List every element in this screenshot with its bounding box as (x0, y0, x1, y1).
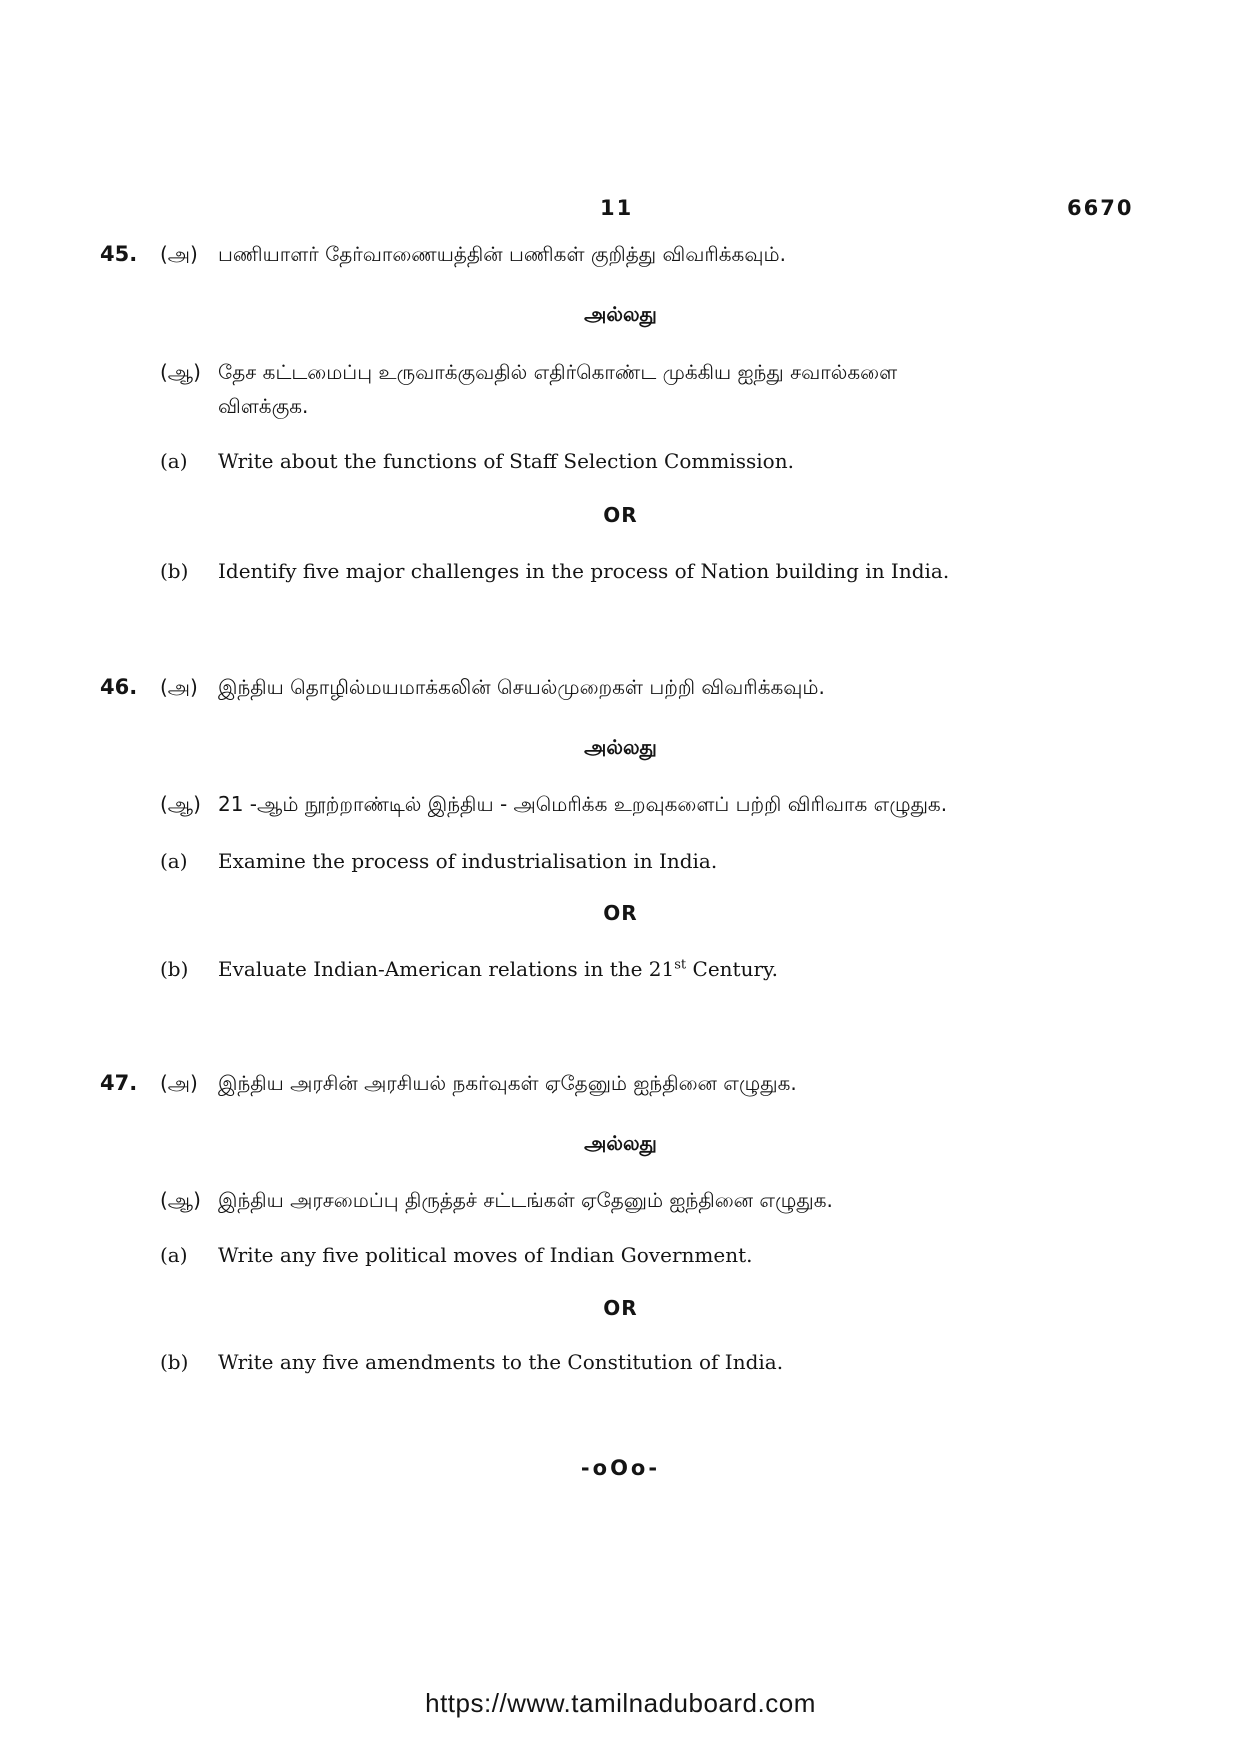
q45-eng-a-text: Write about the functions of Staff Selection Commission. (218, 449, 794, 473)
question-number-45: 45. (100, 242, 138, 266)
q46-eng-a-marker: (a) (160, 849, 188, 873)
q45-tamil-or: அல்லது (584, 302, 657, 326)
paper-code: 6670 (1067, 196, 1134, 220)
q47-eng-a-marker: (a) (160, 1243, 188, 1267)
q45-tamil-b-text-line1: தேச கட்டமைப்பு உருவாக்குவதில் எதிர்கொண்ட முக்கிய ஐந்து சவால்களை (218, 360, 898, 384)
q46-eng-or: OR (603, 901, 638, 925)
footer-url[interactable]: https://www.tamilnaduboard.com (425, 1688, 816, 1718)
page-number: 11 (600, 196, 634, 220)
question-number-47: 47. (100, 1071, 138, 1095)
q45-eng-or: OR (603, 503, 638, 527)
q45-eng-b-text: Identify five major challenges in the process of Nation building in India. (218, 559, 950, 583)
q47-eng-or: OR (603, 1296, 638, 1320)
q46-eng-b-text-sup: st (674, 957, 687, 973)
q47-tamil-a-text: இந்திய அரசின் அரசியல் நகர்வுகள் ஏதேனும் ஐந்தினை எழுதுக. (218, 1071, 797, 1095)
q45-tamil-a-marker: (அ) (160, 242, 198, 266)
q46-tamil-b-marker: (ஆ) (160, 792, 201, 816)
q45-tamil-b-text-line2: விளக்குக. (218, 394, 309, 418)
q46-tamil-b-text: 21 -ஆம் நூற்றாண்டில் இந்திய - அமெரிக்க உறவுகளைப் பற்றி விரிவாக எழுதுக. (218, 792, 948, 816)
q46-tamil-a-text: இந்திய தொழில்மயமாக்கலின் செயல்முறைகள் பற்றி விவரிக்கவும். (218, 675, 825, 699)
q45-tamil-a-text: பணியாளர் தேர்வாணையத்தின் பணிகள் குறித்து விவரிக்கவும். (218, 242, 786, 266)
q45-eng-b-marker: (b) (160, 559, 189, 583)
q47-tamil-b-text: இந்திய அரசமைப்பு திருத்தச் சட்டங்கள் ஏதேனும் ஐந்தினை எழுதுக. (218, 1188, 833, 1212)
q46-eng-a-text: Examine the process of industrialisation in India. (218, 849, 718, 873)
q46-eng-b-text-post: Century. (686, 957, 779, 981)
q46-eng-b-marker: (b) (160, 957, 189, 981)
q46-eng-b-text-pre: Evaluate Indian-American relations in the 21 (218, 957, 675, 981)
q46-tamil-a-marker: (அ) (160, 675, 198, 699)
q47-eng-a-text: Write any five political moves of Indian Government. (218, 1243, 753, 1267)
q47-eng-b-marker: (b) (160, 1350, 189, 1374)
q47-eng-b-text: Write any five amendments to the Constitution of India. (218, 1350, 784, 1374)
question-number-46: 46. (100, 675, 138, 699)
end-of-paper-mark: -oOo- (580, 1456, 661, 1480)
q46-tamil-or: அல்லது (584, 735, 657, 759)
q47-tamil-b-marker: (ஆ) (160, 1188, 201, 1212)
q46-eng-b-text (218, 957, 778, 981)
q45-tamil-b-marker: (ஆ) (160, 360, 201, 384)
q47-tamil-a-marker: (அ) (160, 1071, 198, 1095)
q47-tamil-or: அல்லது (584, 1131, 657, 1155)
q45-eng-a-marker: (a) (160, 449, 188, 473)
